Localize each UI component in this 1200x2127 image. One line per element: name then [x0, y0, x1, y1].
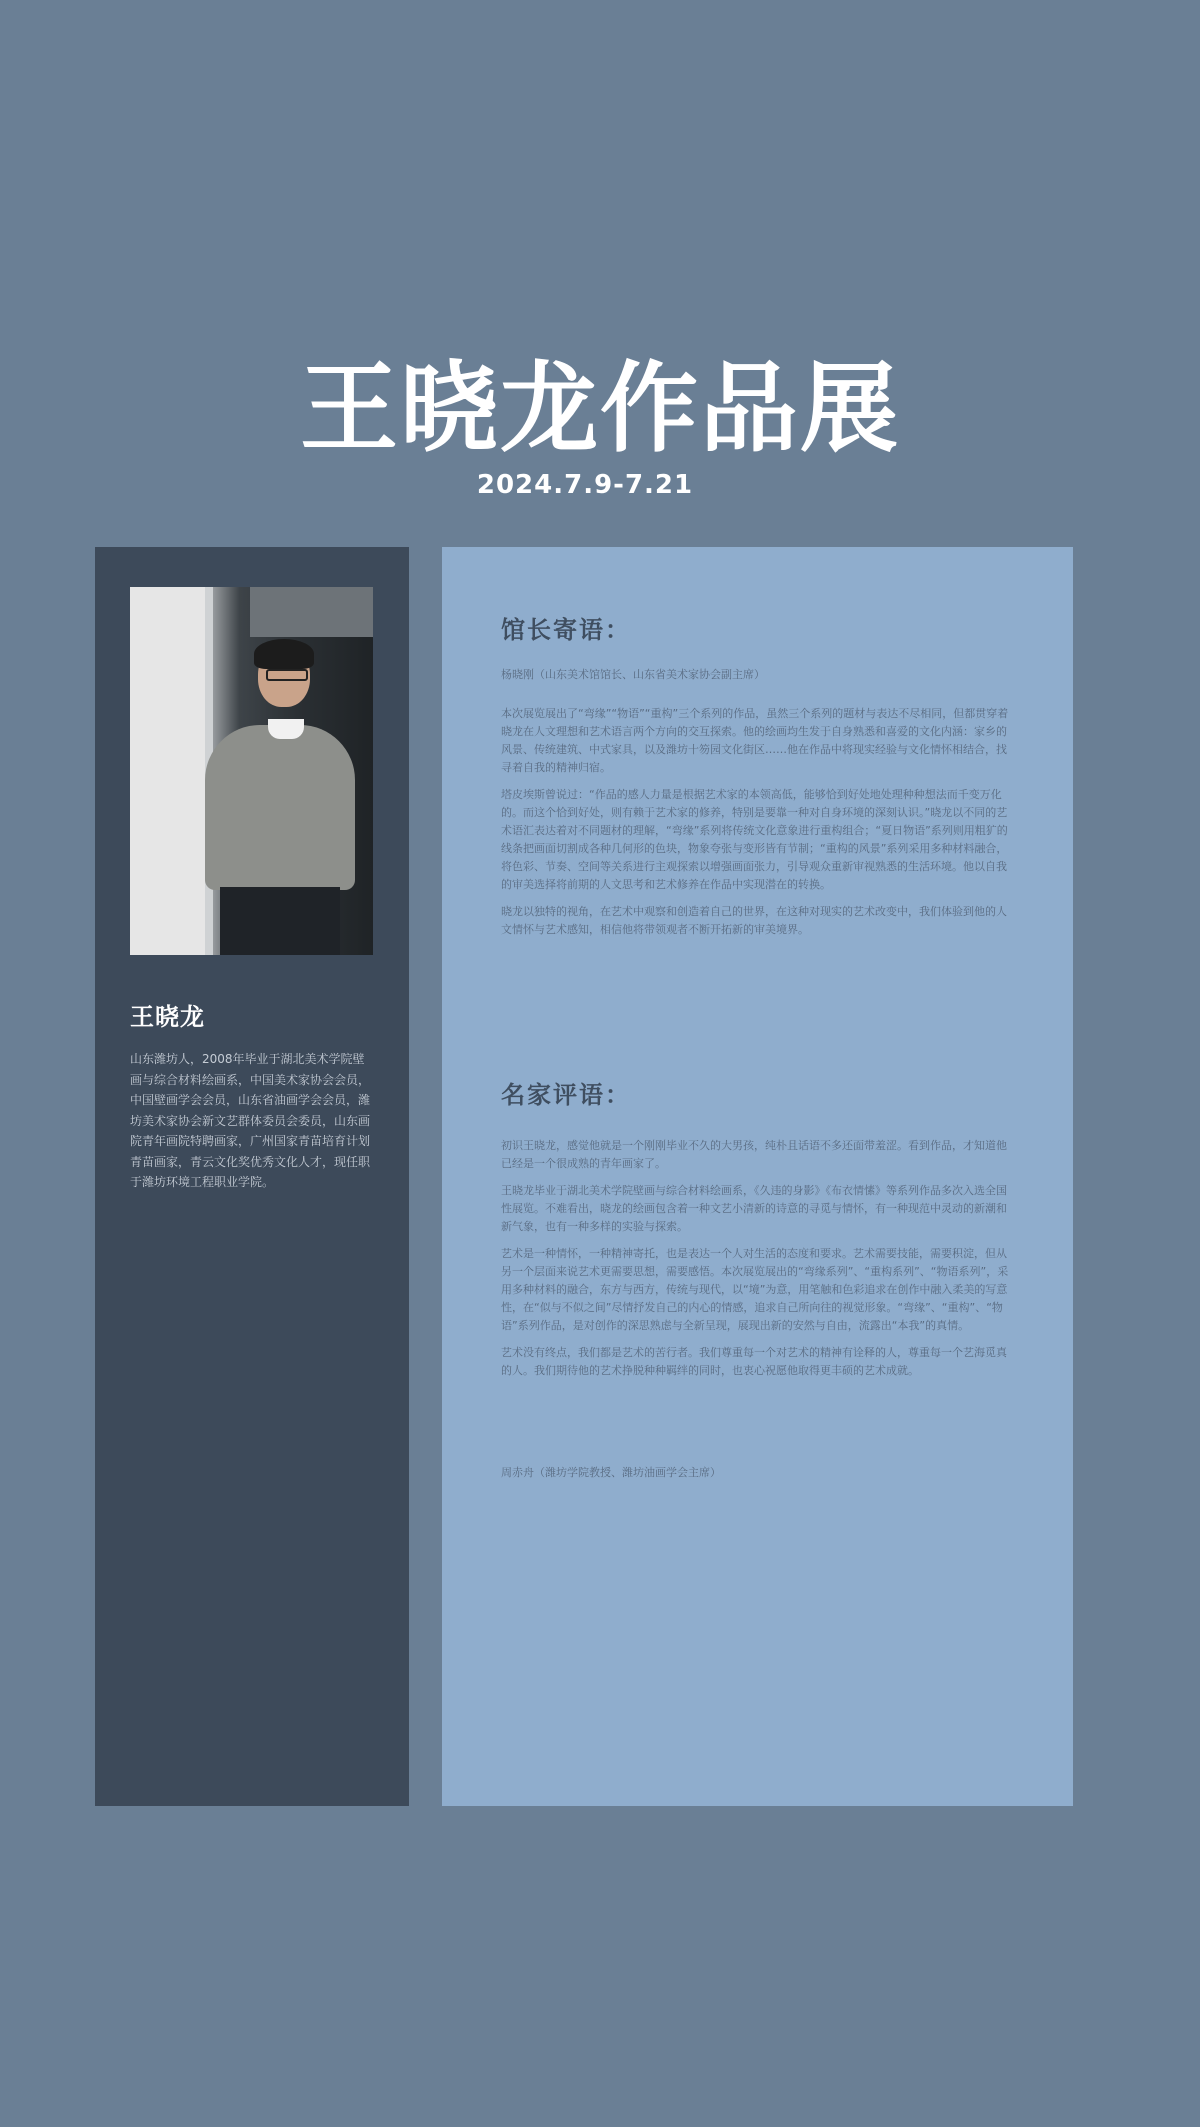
critics-heading: 名家评语：: [501, 1081, 631, 1109]
exhibition-dates: 2024.7.9-7.21: [476, 470, 694, 500]
critics-paragraphs: [501, 1137, 1013, 1389]
artist-name: 王晓龙: [130, 1003, 205, 1031]
curator-paragraphs: [501, 705, 1013, 948]
exhibition-title: 王晓龙作品展: [299, 352, 900, 466]
curator-heading: 馆长寄语：: [501, 616, 631, 644]
text-panel: [442, 547, 1073, 1806]
curator-paragraph: 本次展览展出了“弯缘”“物语”“重构”三个系列的作品，虽然三个系列的题材与表达不尽相同，但都贯穿着晓龙在人文理想和艺术语言两个方向的交互探索。他的绘画均生发于自身熟悉和喜爱的文化内涵：家乡的风景、传统建筑、中式家具，以及潍坊十笏园文化街区……他在作品中将现实经验与文化情怀相结合，找寻着自我的精神归宿。: [501, 707, 1009, 774]
curator-author: 杨晓刚（山东美术馆馆长、山东省美术家协会副主席）: [501, 668, 765, 681]
critics-paragraph: 王晓龙毕业于湖北美术学院壁画与综合材料绘画系，《久违的身影》《布衣情愫》等系列作品多次入选全国性展览。不难看出，晓龙的绘画包含着一种文艺小清新的诗意的寻觅与情怀，有一种现范中灵动的新潮和新气象，也有一种多样的实验与探索。: [501, 1184, 1007, 1233]
critics-paragraph: 艺术是一种情怀，一种精神寄托，也是表达一个人对生活的态度和要求。艺术需要技能，需要积淀，但从另一个层面来说艺术更需要思想，需要感悟。本次展览展出的“弯缘系列”、“重构系列”、“物语系列”，采用多种材料的融合，东方与西方，传统与现代，以“境”为意，用笔触和色彩追求在创作中融入柔美的写意性，在“似与不似之间”尽情抒发自己的内心的情感，追求自己所向往的视觉形象。“弯缘”、“重构”、“物语”系列作品，是对创作的深思熟虑与全新呈现，展现出新的安然与自由，流露出“本我”的真情。: [501, 1247, 1009, 1332]
artist-panel: [95, 547, 409, 1806]
critics-paragraph: 初识王晓龙，感觉他就是一个刚刚毕业不久的大男孩，纯朴且话语不多还面带羞涩。看到作品，才知道他已经是一个很成熟的青年画家了。: [501, 1139, 1007, 1170]
curator-paragraph: 塔皮埃斯曾说过：“作品的感人力量是根据艺术家的本领高低，能够恰到好处地处理种种想法而千变万化的。而这个恰到好处，则有赖于艺术家的修养，特别是要靠一种对自身环境的深刻认识。”晓龙以不同的艺术语汇表达着对不同题材的理解，“弯缘”系列将传统文化意象进行重构组合；“夏日物语”系列则用粗犷的线条把画面切割成各种几何形的色块，物象夸张与变形皆有节制；“重构的风景”系列采用多种材料融合，将色彩、节奏、空间等关系进行主观探索以增强画面张力，引导观众重新审视熟悉的生活环境。他以自我的审美选择将前期的人文思考和艺术修养在作品中实现潜在的转换。: [501, 788, 1008, 891]
critics-paragraph: 艺术没有终点，我们都是艺术的苦行者。我们尊重每一个对艺术的精神有诠释的人，尊重每一个艺海觅真的人。我们期待他的艺术挣脱种种羁绊的同时，也衷心祝愿他取得更丰硕的艺术成就。: [501, 1346, 1007, 1377]
artist-photo: [130, 587, 373, 955]
curator-paragraph: 晓龙以独特的视角，在艺术中观察和创造着自己的世界，在这种对现实的艺术改变中，我们体验到他的人文情怀与艺术感知，相信他将带领观者不断开拓新的审美境界。: [501, 905, 1007, 936]
artist-bio: 山东潍坊人，2008年毕业于湖北美术学院壁画与综合材料绘画系，中国美术家协会会员，中国壁画学会会员，山东省油画学会会员，潍坊美术家协会新文艺群体委员会委员，山东画院青年画院特聘画家，广州国家青苗培育计划青苗画家，青云文化奖优秀文化人才，现任职于潍坊环境工程职业学院。: [130, 1052, 371, 1189]
critics-author: 周赤舟（潍坊学院教授、潍坊油画学会主席）: [501, 1466, 721, 1479]
